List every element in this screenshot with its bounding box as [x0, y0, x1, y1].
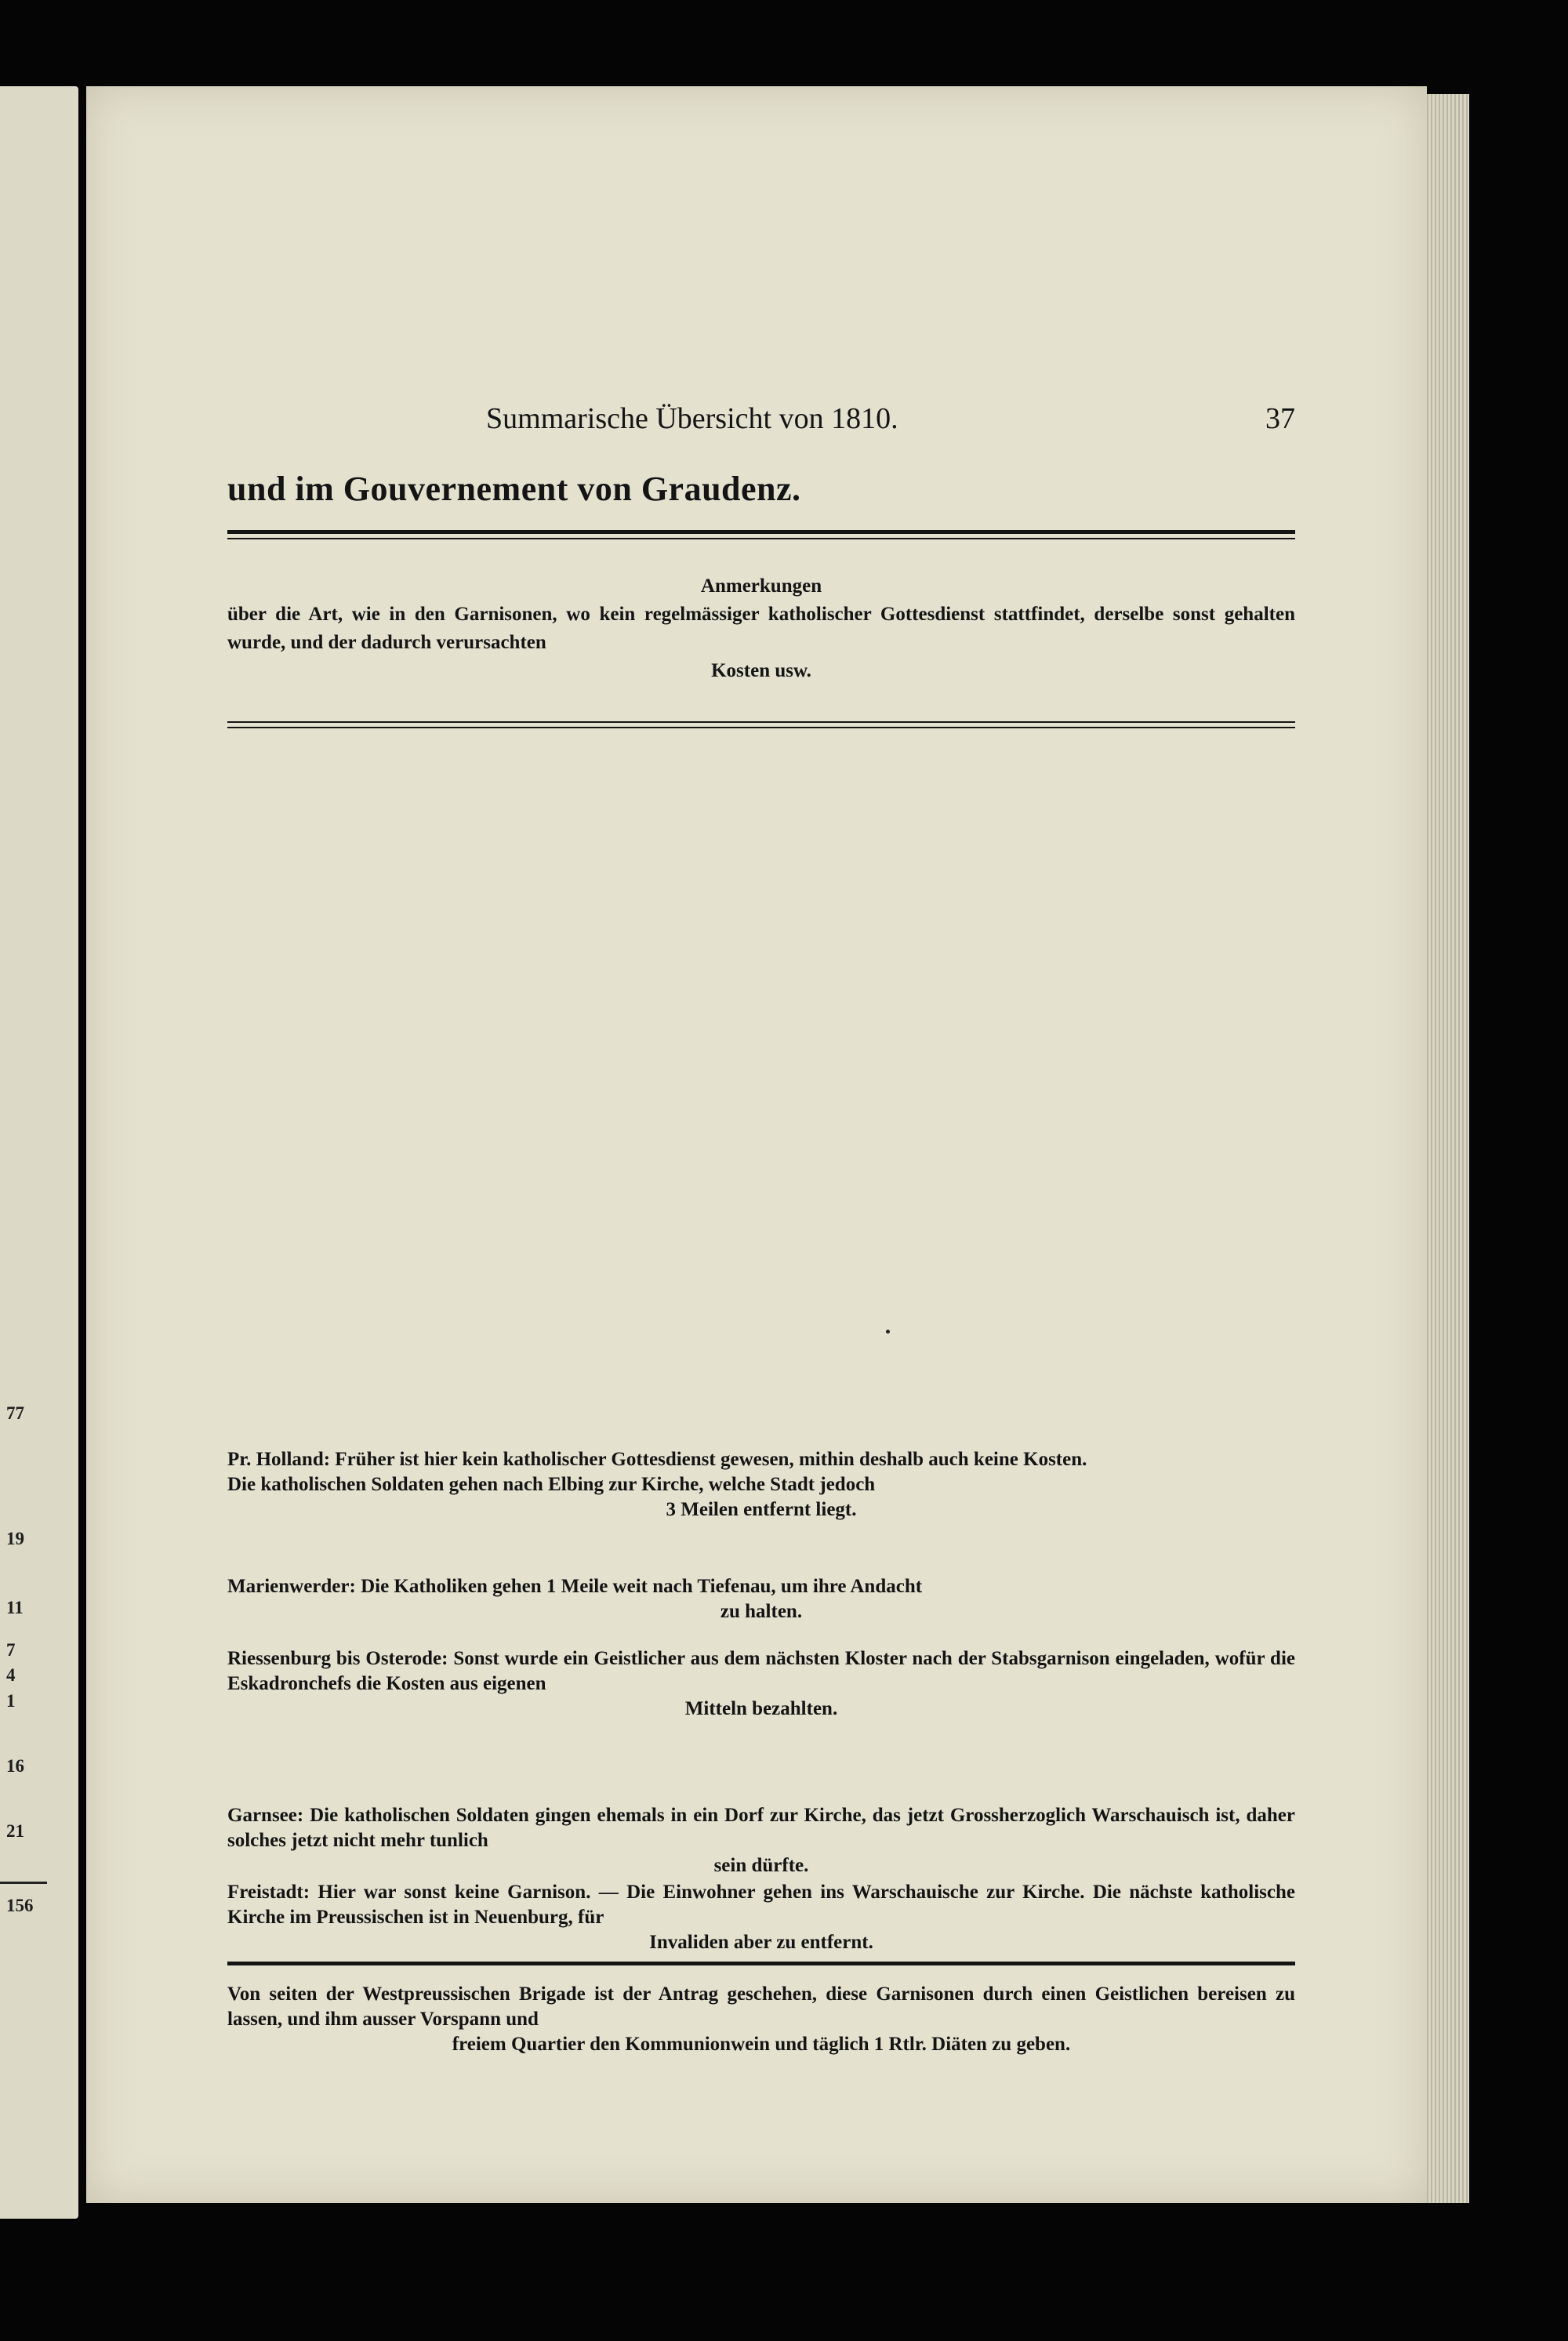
page-stack [1421, 94, 1469, 2203]
margin-number: 7 [6, 1640, 16, 1660]
entry-text: Früher ist hier kein katholischer Gottesdienst gewesen, mithin deshalb auch keine Kosten. [335, 1449, 1087, 1470]
anmerkungen-block [227, 572, 1295, 685]
margin-number: 77 [6, 1403, 24, 1423]
entry-place: Garnsee: [227, 1805, 304, 1826]
entry-text: 3 Meilen entfernt liegt. [666, 1499, 857, 1520]
margin-number: 16 [6, 1756, 24, 1776]
margin-number: 11 [6, 1598, 24, 1617]
previous-page-edge [0, 86, 78, 2219]
margin-number: 21 [6, 1821, 24, 1841]
entry-text: zu halten. [720, 1601, 803, 1622]
double-rule-top [227, 530, 1295, 539]
running-title: Summarische Übersicht von 1810. [486, 402, 898, 435]
double-rule-mid [227, 721, 1295, 728]
entry-freistadt [227, 1880, 1295, 1955]
entry-text: sein dürfte. [713, 1855, 809, 1876]
entry-marienwerder [227, 1574, 1295, 1624]
closing-note [227, 1982, 1295, 2057]
entry-text: Invaliden aber zu entfernt. [649, 1932, 873, 1953]
stray-dot [886, 1330, 890, 1334]
running-head [227, 401, 1295, 433]
entry-place: Freistadt: [227, 1882, 310, 1903]
page-number: 37 [1265, 402, 1295, 435]
entry-text: Sonst wurde ein Geistlicher aus dem nächsten Kloster nach der Stabsgarnison eingeladen, wofür die Eskadronchefs die Kosten aus eigenen [227, 1648, 1295, 1694]
margin-number: 19 [6, 1529, 24, 1548]
closing-last-line: freiem Quartier den Kommunionwein und täglich 1 Rtlr. Diäten zu geben. [452, 2034, 1071, 2055]
margin-number: 4 [6, 1665, 16, 1685]
anmerkungen-text: über die Art, wie in den Garnisonen, wo kein regelmässiger katholischer Gottesdienst stattfindet, derselbe sonst gehalten wurde, und der dadurch verursachten [227, 604, 1295, 653]
entry-text: Mitteln bezahlten. [684, 1698, 838, 1719]
anmerkungen-heading: Anmerkungen [700, 575, 822, 597]
closing-text: Von seiten der Westpreussischen Brigade ist der Antrag geschehen, diese Garnisonen durch einen Geistlichen bereisen zu lassen, und ihm ausser Vorspann und [227, 1983, 1295, 2030]
margin-rule [0, 1882, 47, 1884]
entry-text: Die katholischen Soldaten gingen ehemals in ein Dorf zur Kirche, das jetzt Grossherzoglich Warschauisch ist, daher solches jetzt nicht mehr tunlich [227, 1805, 1295, 1851]
book-page [86, 86, 1427, 2203]
page-title: und im Gouvernement von Graudenz. [227, 470, 801, 508]
entry-text: Die Katholiken gehen 1 Meile weit nach Tiefenau, um ihre Andacht [361, 1576, 923, 1597]
rule-bottom [227, 1962, 1295, 1965]
entry-garnsee [227, 1803, 1295, 1878]
entry-place: Marienwerder: [227, 1576, 356, 1597]
anmerkungen-last-line: Kosten usw. [711, 660, 811, 681]
entry-pr-holland [227, 1447, 1295, 1523]
margin-number: 1 [6, 1691, 16, 1711]
entry-text: Die katholischen Soldaten gehen nach Elbing zur Kirche, welche Stadt jedoch [227, 1474, 876, 1495]
entry-riessenburg [227, 1646, 1295, 1722]
entry-text: Hier war sonst keine Garnison. — Die Einwohner gehen ins Warschauische zur Kirche. Die nächste katholische Kirche im Preussischen ist in Neuenburg, für [227, 1882, 1295, 1928]
entry-place: Riessenburg bis Osterode: [227, 1648, 448, 1669]
entry-place: Pr. Holland: [227, 1449, 331, 1470]
margin-number: 156 [6, 1896, 34, 1915]
